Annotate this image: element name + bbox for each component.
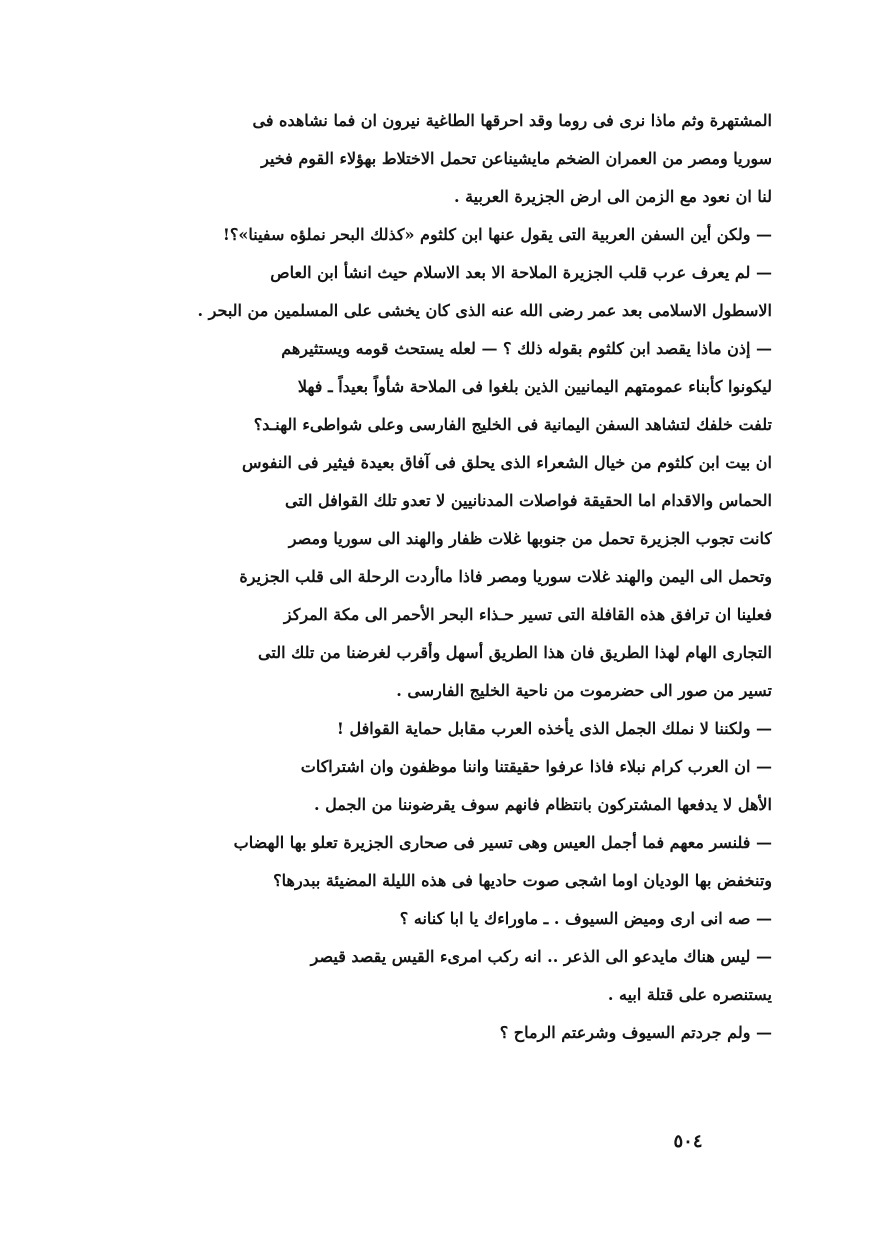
text-line: — ان العرب كرام نبلاء فاذا عرفوا حقيقتنا واننا موظفون وان اشتراكات <box>300 757 772 776</box>
text-line: الحماس والاقدام اما الحقيقة فواصلات المدنانيين لا تعدو تلك القوافل التى <box>284 491 772 510</box>
text-line: — فلنسر معهم فما أجمل العيس وهى تسير فى صحارى الجزيرة تعلو بها الهضاب <box>233 833 772 852</box>
text-line: ان بيت ابن كلثوم من خيال الشعراء الذى يحلق فى آفاق بعيدة فيثير فى النفوس <box>241 453 772 472</box>
text-line: التجارى الهام لهذا الطريق فان هذا الطريق أسهل وأقرب لغرضنا من تلك التى <box>258 643 772 662</box>
text-line: يستنصره على قتلة ابيه . <box>607 985 772 1004</box>
text-line: سوريا ومصر من العمران الضخم مايشيناعن تحمل الاختلاط بهؤلاء القوم فخير <box>261 149 772 168</box>
text-line: الاسطول الاسلامى بعد عمر رضى الله عنه الذى كان يخشى على المسلمين من البحر . <box>197 301 772 320</box>
text-line: ليكونوا كأبناء عمومتهم اليمانيين الذين بلغوا فى الملاحة شأواً بعيداً ـ فهلا <box>297 377 772 396</box>
text-line: فعلينا ان ترافق هذه القافلة التى تسير حـذاء البحر الأحمر الى مكة المركز <box>283 605 772 624</box>
text-line: — ولم جردتم السيوف وشرعتم الرماح ؟ <box>499 1023 772 1042</box>
text-line: — لم يعرف عرب قلب الجزيرة الملاحة الا بعد الاسلام حيث انشأ ابن العاص <box>270 263 772 282</box>
text-line: الأهل لا يدفعها المشتركون بانتظام فانهم سوف يقرضوننا من الجمل . <box>313 795 772 814</box>
text-line: المشتهرة وثم ماذا نرى فى روما وقد احرقها الطاغية نيرون ان فما نشاهده فى <box>252 111 772 130</box>
text-line: وتنخفض بها الوديان اوما اشجى صوت حاديها فى هذه الليلة المضيئة ببدرها؟ <box>273 871 772 890</box>
text-line: — ليس هناك مايدعو الى الذعر .. انه ركب امرىء القيس يقصد قيصر <box>310 947 772 966</box>
text-line: كانت تجوب الجزيرة تحمل من جنوبها غلات ظفار والهند الى سوريا ومصر <box>288 529 772 548</box>
body-text <box>160 102 772 1052</box>
page-number: ٥٠٤ <box>673 1131 703 1152</box>
text-line: تلفت خلفك لتشاهد السفن اليمانية فى الخليج الفارسى وعلى شواطىء الهنـد؟ <box>253 415 772 434</box>
text-line: — ولكن أين السفن العربية التى يقول عنها ابن كلثوم «كذلك البحر نملؤه سفينا»؟! <box>222 225 772 244</box>
text-line: تسير من صور الى حضرموت من ناحية الخليج الفارسى . <box>396 681 772 700</box>
text-line: لنا ان نعود مع الزمن الى ارض الجزيرة العربية . <box>453 187 772 206</box>
text-line: — إذن ماذا يقصد ابن كلثوم بقوله ذلك ؟ — لعله يستحث قومه ويستثيرهم <box>281 339 772 358</box>
text-line: — صه انى ارى وميض السيوف . ـ ماوراءك يا ابا كنانه ؟ <box>399 909 772 928</box>
text-line: — ولكننا لا نملك الجمل الذى يأخذه العرب مقابل حماية القوافل ! <box>336 719 772 738</box>
text-line: وتحمل الى اليمن والهند غلات سوريا ومصر فاذا ماأردت الرحلة الى قلب الجزيرة <box>239 567 772 586</box>
